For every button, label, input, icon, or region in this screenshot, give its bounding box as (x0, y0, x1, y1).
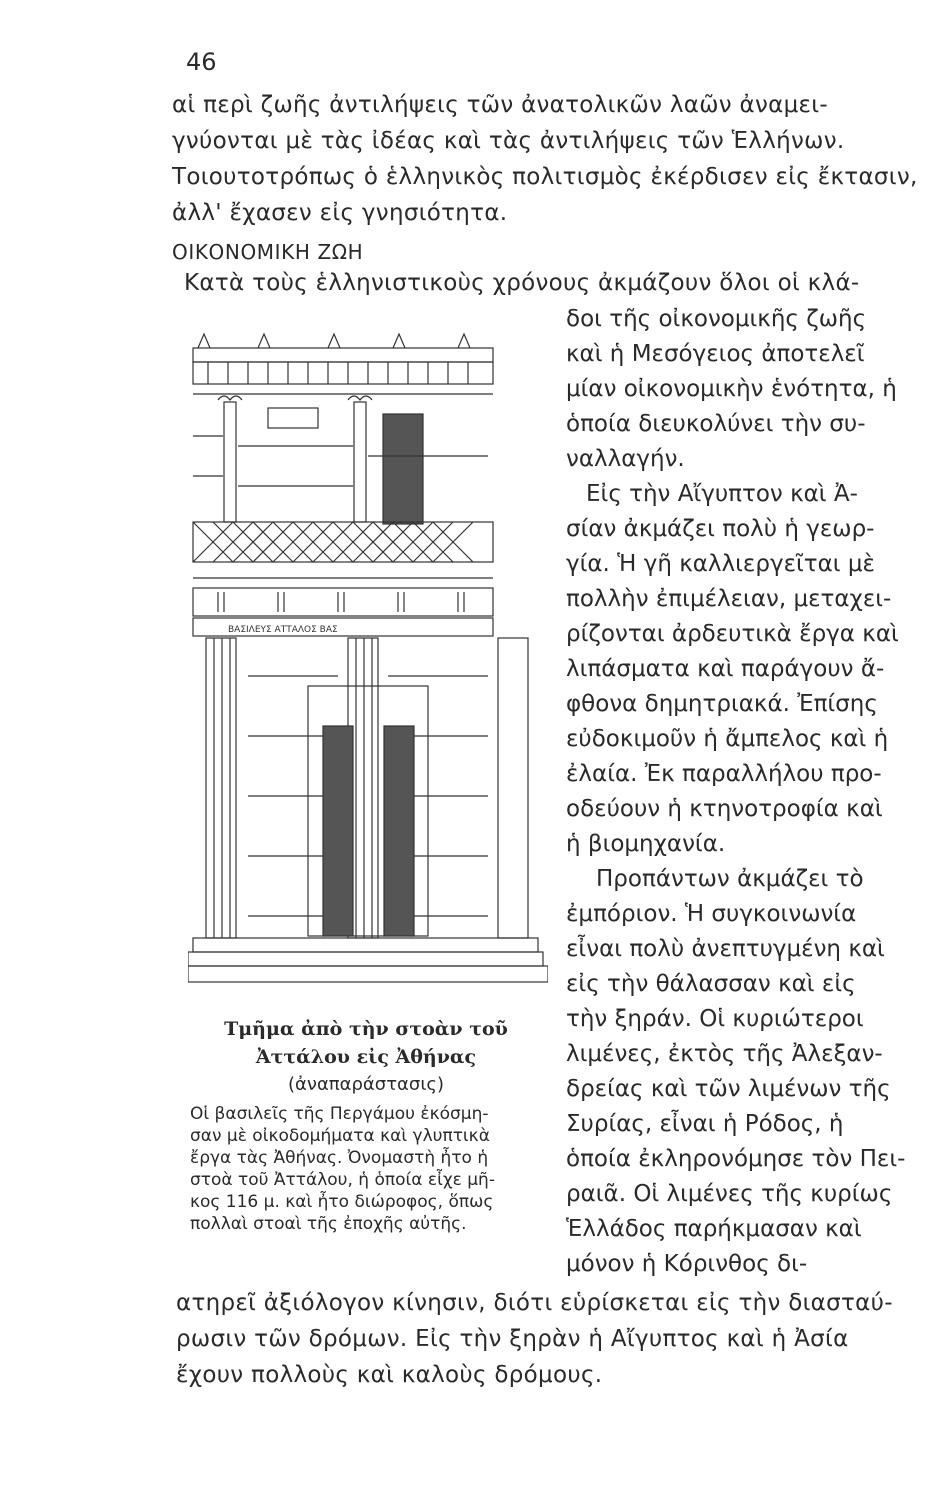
closing-line: ἔχουν πολλοὺς καὶ καλοὺς δρόμους. (176, 1362, 603, 1388)
side-text-line: Συρίας, εἶναι ἡ Ρόδος, ἡ (566, 1111, 844, 1137)
caption-line: σαν μὲ οἰκοδομήματα καὶ γλυπτικὰ (190, 1126, 490, 1146)
side-text-line: εἰς τὴν θάλασσαν καὶ εἰς (566, 971, 856, 997)
side-text-line: ἐλαία. Ἐκ παραλλήλου προ- (566, 761, 882, 787)
section-heading: ΟΙΚΟΝΟΜΙΚΗ ΖΩΗ (172, 240, 364, 264)
side-text-line: φθονα δημητριακά. Ἐπίσης (566, 691, 878, 717)
side-text-line: ρίζονται ἀρδευτικὰ ἔργα καὶ (566, 621, 899, 647)
caption-line: πολλαὶ στοαὶ τῆς ἐποχῆς αὐτῆς. (190, 1214, 467, 1234)
side-text-line: Ἑλλάδος παρήκμασαν καὶ (566, 1216, 862, 1242)
caption-line: κος 116 μ. καὶ ἦτο διώροφος, ὅπως (190, 1192, 494, 1212)
page-number: 46 (186, 48, 217, 76)
closing-line: ατηρεῖ ἀξιόλογον κίνησιν, διότι εὑρίσκεται εἰς τὴν διασταύ- (176, 1290, 893, 1316)
side-text-line: ἐμπόριον. Ἡ συγκοινωνία (566, 901, 857, 927)
side-text-line: λιπάσματα καὶ παράγουν ἄ- (566, 656, 885, 682)
figure-caption-title: Ἀττάλου εἰς Ἀθήνας (255, 1046, 477, 1068)
side-text-line: μίαν οἰκονομικὴν ἑνότητα, ἡ (566, 376, 897, 402)
side-text-line: ὁποία ἐκληρονόμησε τὸν Πει- (566, 1146, 906, 1172)
stoa-of-attalos-figure (188, 316, 548, 1006)
side-text-line: οδεύουν ἡ κτηνοτροφία καὶ (566, 796, 883, 822)
side-text-line: δρείας καὶ τῶν λιμένων τῆς (566, 1076, 891, 1102)
closing-line: ρωσιν τῶν δρόμων. Εἰς τὴν ξηρὰν ἡ Αἴγυπτος καὶ ἡ Ἀσία (176, 1326, 849, 1352)
side-text-line: δοι τῆς οἰκονομικῆς ζωῆς (566, 306, 867, 332)
side-text-line: πολλὴν ἐπιμέλειαν, μεταχει- (566, 586, 892, 612)
side-text-line: σίαν ἀκμάζει πολὺ ἡ γεωρ- (566, 516, 875, 542)
figure-caption-subtitle: (ἀναπαράστασις) (288, 1074, 444, 1095)
first-paragraph-line: Κατὰ τοὺς ἑλληνιστικοὺς χρόνους ἀκμάζουν ὅλοι οἱ κλά- (184, 270, 860, 296)
caption-line: ἔργα τὰς Ἀθήνας. Ὀνομαστὴ ἦτο ἡ (190, 1148, 489, 1168)
intro-line: ἀλλ' ἔχασεν εἰς γνησιότητα. (172, 200, 508, 226)
side-text-line: ραιᾶ. Οἱ λιμένες τῆς κυρίως (566, 1181, 893, 1207)
side-text-line: τὴν ξηράν. Οἱ κυριώτεροι (566, 1006, 864, 1032)
intro-line: αἱ περὶ ζωῆς ἀντιλήψεις τῶν ἀνατολικῶν λαῶν ἀναμει- (172, 92, 828, 118)
side-text-line: ναλλαγήν. (566, 446, 685, 472)
stoa-illustration (188, 316, 548, 1006)
side-text-line: εὐδοκιμοῦν ἡ ἄμπελος καὶ ἡ (566, 726, 889, 752)
caption-line: στοὰ τοῦ Ἀττάλου, ἡ ὁποία εἶχε μῆ- (190, 1170, 495, 1190)
intro-line: γνύονται μὲ τὰς ἰδέας καὶ τὰς ἀντιλήψεις τῶν Ἑλλήνων. (172, 128, 845, 154)
inscription: ΒΑΣΙΛΕΥΣ ΑΤΤΑΛΟΣ ΒΑΣ (228, 625, 338, 635)
caption-line: Οἱ βασιλεῖς τῆς Περγάμου ἐκόσμη- (190, 1104, 489, 1124)
side-text-line: ὁποία διευκολύνει τὴν συ- (566, 411, 866, 437)
intro-line: Τοιουτοτρόπως ὁ ἑλληνικὸς πολιτισμὸς ἐκέρδισεν εἰς ἔκτασιν, (172, 164, 918, 190)
side-text-line: καὶ ἡ Μεσόγειος ἀποτελεῖ (566, 341, 865, 367)
side-text-line: ἡ βιομηχανία. (566, 831, 726, 857)
side-text-line: Προπάντων ἀκμάζει τὸ (596, 866, 864, 892)
side-text-line: γία. Ἡ γῆ καλλιεργεῖται μὲ (566, 551, 875, 577)
side-text-line: Εἰς τὴν Αἴγυπτον καὶ Ἀ- (586, 481, 858, 507)
side-text-line: εἶναι πολὺ ἀνεπτυγμένη καὶ (566, 936, 885, 962)
figure-caption-title: Τμῆμα ἀπὸ τὴν στοὰν τοῦ (224, 1018, 508, 1040)
side-text-line: λιμένες, ἐκτὸς τῆς Ἀλεξαν- (566, 1041, 883, 1067)
side-text-line: μόνον ἡ Κόρινθος δι- (566, 1251, 808, 1277)
